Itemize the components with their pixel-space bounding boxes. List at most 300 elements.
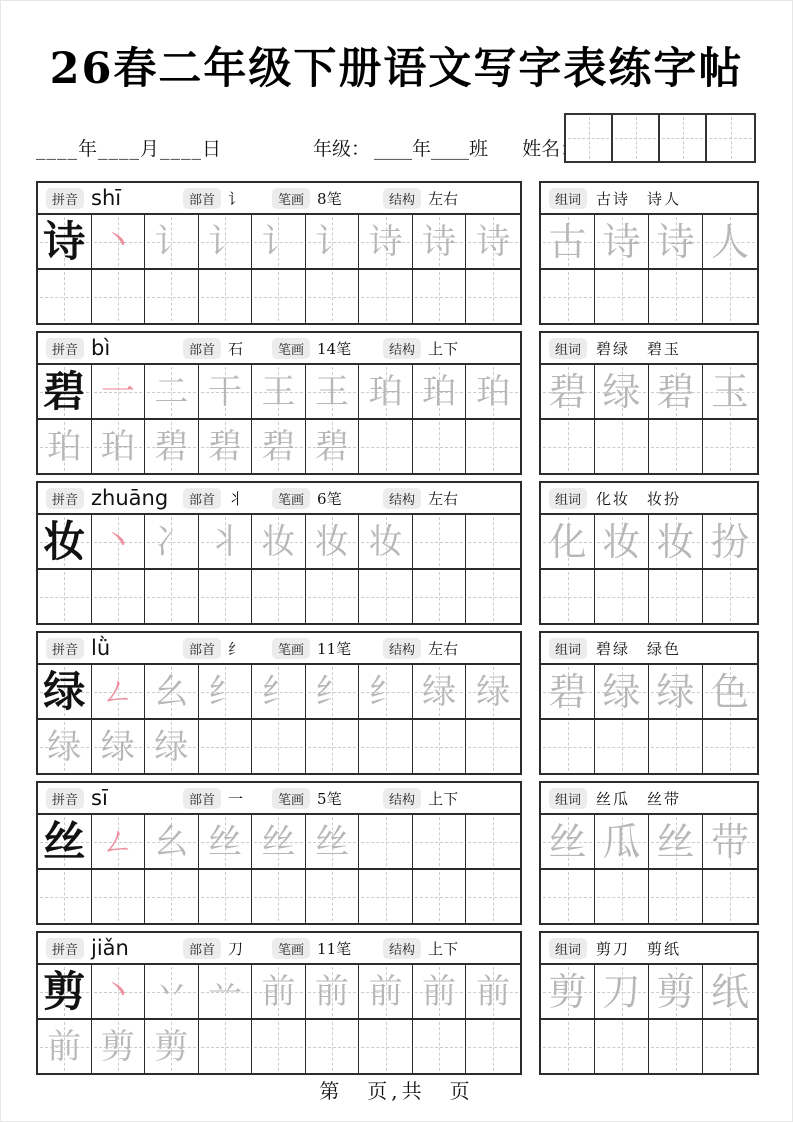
words-text: 化妆 妆扮: [596, 489, 682, 508]
stroke-step-cell: [92, 365, 146, 418]
practice-cell: [595, 720, 649, 773]
practice-cell: [145, 270, 199, 323]
stroke-step: 珀: [368, 371, 403, 412]
practice-cell: [466, 1020, 520, 1073]
stroke-step-cell: [145, 665, 199, 718]
radical-value: 石: [228, 339, 244, 358]
word-char-cell: [649, 215, 703, 268]
stroke-step: 诗: [476, 221, 511, 262]
stroke-step-cell: [252, 965, 306, 1018]
stroke-step: 珀: [100, 426, 135, 467]
stroke-step-cell: [199, 815, 253, 868]
pinyin-chip: 拼音: [46, 938, 84, 959]
structure-chip: 结构: [383, 938, 421, 959]
structure-value: 上下: [428, 789, 459, 808]
practice-cell: [703, 420, 757, 473]
word-char-cell: [541, 665, 595, 718]
stroke-step-cell: [145, 965, 199, 1018]
stroke-step-cell: [145, 215, 199, 268]
practice-cell: [413, 870, 467, 923]
practice-cell: [466, 570, 520, 623]
name-label: 姓名：: [522, 138, 580, 160]
structure-value: 左右: [428, 189, 459, 208]
practice-cell: [413, 420, 467, 473]
word-trace-char: 瓜: [602, 819, 641, 864]
word-char-cell: [649, 515, 703, 568]
radical-chip: 部首: [183, 488, 221, 509]
practice-cell: [541, 270, 595, 323]
grade-name-line: [313, 134, 583, 161]
main-character: 诗: [43, 216, 86, 266]
name-grid-cell: [566, 115, 613, 161]
stroke-step-cell: [413, 215, 467, 268]
stroke-order-row: [38, 365, 520, 420]
radical-value: 一: [228, 789, 244, 808]
stroke-step-cell: [145, 720, 199, 773]
stroke-step: 妆: [315, 521, 350, 562]
practice-row: [38, 870, 520, 923]
word-char-cell: [595, 365, 649, 418]
stroke-step: 诗: [422, 221, 457, 262]
stroke-step: 绿: [47, 726, 82, 767]
stroke-step-cell: [92, 965, 146, 1018]
practice-cell: [199, 1020, 253, 1073]
practice-block: [36, 331, 759, 475]
word-char-cell: [541, 215, 595, 268]
word-practice-row: [541, 720, 757, 773]
practice-cell: [306, 870, 360, 923]
stroke-step: 前: [422, 971, 457, 1012]
main-character: 碧: [43, 366, 86, 416]
words-chip: 组词: [549, 338, 587, 359]
stroke-step-cell: [359, 215, 413, 268]
practice-cell: [466, 815, 520, 868]
word-trace-row: [541, 665, 757, 720]
words-info-row: [541, 783, 757, 815]
practice-cell: [92, 570, 146, 623]
stroke-step: 绿: [154, 726, 189, 767]
name-grid-cell: [707, 115, 754, 161]
word-char-cell: [703, 665, 757, 718]
word-trace-char: 扮: [710, 519, 749, 564]
strokes-value: 11笔: [317, 939, 352, 958]
stroke-step: 二: [154, 371, 189, 412]
stroke-step-cell: [92, 515, 146, 568]
footer-page-info: 第 页,共 页: [319, 1079, 474, 1103]
stroke-step: ㄥ: [100, 671, 135, 712]
practice-block: [36, 181, 759, 325]
date-blanks: ____年____月____日: [36, 138, 223, 160]
stroke-step-cell: [306, 215, 360, 268]
practice-cell: [595, 570, 649, 623]
stroke-step-cell: [92, 215, 146, 268]
stroke-step-cell: [466, 965, 520, 1018]
practice-cell: [595, 870, 649, 923]
character-info-row: [38, 183, 520, 215]
stroke-step: 王: [261, 371, 296, 412]
practice-cell: [466, 515, 520, 568]
practice-cell: [145, 870, 199, 923]
main-character: 绿: [43, 666, 86, 716]
character-info-row: [38, 333, 520, 365]
practice-cell: [466, 270, 520, 323]
practice-cell: [199, 870, 253, 923]
practice-cell: [413, 720, 467, 773]
practice-cell: [703, 570, 757, 623]
stroke-step: 前: [368, 971, 403, 1012]
practice-cell: [649, 270, 703, 323]
practice-cell: [252, 270, 306, 323]
pinyin-chip: 拼音: [46, 188, 84, 209]
structure-chip: 结构: [383, 488, 421, 509]
word-trace-char: 丝: [656, 819, 695, 864]
main-character: 丝: [43, 816, 86, 866]
stroke-step-cell: [466, 665, 520, 718]
word-trace-char: 化: [548, 519, 587, 564]
main-character: 妆: [43, 516, 86, 566]
practice-cell: [359, 570, 413, 623]
strokes-value: 14笔: [317, 339, 352, 358]
structure-chip: 结构: [383, 788, 421, 809]
stroke-step: 丷: [154, 971, 189, 1012]
blocks: [36, 181, 759, 1075]
pinyin-value: lǜ: [91, 636, 111, 660]
stroke-step-cell: [252, 815, 306, 868]
stroke-step-cell: [145, 1020, 199, 1073]
radical-value: 纟: [228, 639, 244, 658]
stroke-step-cell: [145, 420, 199, 473]
stroke-order-row: [38, 665, 520, 720]
word-trace-char: 碧: [548, 369, 587, 414]
words-panel: [539, 331, 759, 475]
stroke-step: 丝: [315, 821, 350, 862]
word-trace-char: 刀: [602, 969, 641, 1014]
stroke-step-cell: [92, 720, 146, 773]
stroke-step: 纟: [368, 671, 403, 712]
words-info-row: [541, 633, 757, 665]
word-practice-row: [541, 1020, 757, 1073]
strokes-value: 5笔: [317, 789, 342, 808]
character-info-row: [38, 933, 520, 965]
word-char-cell: [541, 365, 595, 418]
main-character: 剪: [43, 966, 86, 1016]
practice-cell: [649, 570, 703, 623]
word-trace-char: 绿: [602, 369, 641, 414]
word-practice-row: [541, 870, 757, 923]
practice-cell: [703, 720, 757, 773]
structure-chip: 结构: [383, 338, 421, 359]
practice-cell: [541, 570, 595, 623]
pinyin-value: shī: [91, 186, 122, 210]
stroke-order-row: [38, 515, 520, 570]
stroke-step: 前: [47, 1026, 82, 1067]
words-info-row: [541, 483, 757, 515]
words-text: 丝瓜 丝带: [596, 789, 682, 808]
words-panel: [539, 181, 759, 325]
structure-value: 上下: [428, 339, 459, 358]
practice-cell: [252, 570, 306, 623]
character-panel: [36, 781, 522, 925]
word-trace-char: 妆: [602, 519, 641, 564]
stroke-step-cell: [306, 665, 360, 718]
pinyin-value: sī: [91, 786, 108, 810]
radical-chip: 部首: [183, 938, 221, 959]
stroke-step-cell: [199, 665, 253, 718]
word-char-cell: [595, 665, 649, 718]
stroke-step-cell: [359, 365, 413, 418]
character-info-row: [38, 783, 520, 815]
practice-cell: [466, 420, 520, 473]
character-panel: [36, 481, 522, 625]
radical-chip: 部首: [183, 638, 221, 659]
practice-cell: [466, 720, 520, 773]
practice-cell: [199, 720, 253, 773]
stroke-step-cell: [199, 365, 253, 418]
word-trace-char: 带: [710, 819, 749, 864]
main-char-cell: [38, 815, 92, 868]
stroke-step-cell: [199, 965, 253, 1018]
stroke-step: 丝: [261, 821, 296, 862]
stroke-step: 剪: [100, 1026, 135, 1067]
strokes-value: 6笔: [317, 489, 342, 508]
word-trace-char: 玉: [710, 369, 749, 414]
stroke-order-row: [38, 965, 520, 1020]
pinyin-value: jiǎn: [91, 936, 129, 960]
stroke-step-cell: [306, 420, 360, 473]
stroke-step: ㄥ: [100, 821, 135, 862]
word-char-cell: [595, 965, 649, 1018]
strokes-value: 11笔: [317, 639, 352, 658]
word-trace-char: 人: [710, 219, 749, 264]
words-chip: 组词: [549, 788, 587, 809]
name-grid-cell: [660, 115, 707, 161]
word-char-cell: [649, 815, 703, 868]
stroke-step: 绿: [476, 671, 511, 712]
words-panel: [539, 781, 759, 925]
radical-value: 讠: [228, 189, 244, 208]
stroke-step: 讠: [261, 221, 296, 262]
character-panel: [36, 631, 522, 775]
stroke-step: 丶: [100, 971, 135, 1012]
practice-row: [38, 1020, 520, 1073]
strokes-chip: 笔画: [272, 788, 310, 809]
word-char-cell: [541, 515, 595, 568]
practice-cell: [38, 270, 92, 323]
word-practice-row: [541, 570, 757, 623]
stroke-step-cell: [252, 515, 306, 568]
practice-cell: [649, 870, 703, 923]
word-char-cell: [649, 365, 703, 418]
radical-chip: 部首: [183, 788, 221, 809]
stroke-step-cell: [252, 215, 306, 268]
stroke-step-cell: [413, 665, 467, 718]
stroke-step-cell: [306, 515, 360, 568]
name-grid-cell: [613, 115, 660, 161]
main-char-cell: [38, 665, 92, 718]
word-char-cell: [595, 215, 649, 268]
main-char-cell: [38, 515, 92, 568]
word-char-cell: [595, 815, 649, 868]
practice-cell: [252, 1020, 306, 1073]
words-chip: 组词: [549, 938, 587, 959]
stroke-step: 碧: [315, 426, 350, 467]
word-trace-row: [541, 965, 757, 1020]
stroke-step-cell: [199, 515, 253, 568]
stroke-step-cell: [145, 815, 199, 868]
practice-cell: [595, 420, 649, 473]
stroke-step: 碧: [154, 426, 189, 467]
stroke-step-cell: [92, 815, 146, 868]
practice-cell: [306, 720, 360, 773]
word-trace-char: 古: [548, 219, 587, 264]
stroke-step: 碧: [207, 426, 242, 467]
stroke-step-cell: [466, 365, 520, 418]
stroke-order-row: [38, 815, 520, 870]
practice-row: [38, 720, 520, 773]
practice-cell: [703, 870, 757, 923]
word-char-cell: [541, 815, 595, 868]
practice-cell: [595, 270, 649, 323]
structure-chip: 结构: [383, 638, 421, 659]
stroke-step: 前: [261, 971, 296, 1012]
words-info-row: [541, 933, 757, 965]
words-text: 碧绿 碧玉: [596, 339, 682, 358]
stroke-step-cell: [252, 365, 306, 418]
practice-cell: [252, 870, 306, 923]
practice-cell: [649, 1020, 703, 1073]
word-char-cell: [703, 515, 757, 568]
practice-cell: [359, 870, 413, 923]
word-practice-row: [541, 420, 757, 473]
stroke-step: 冫: [154, 521, 189, 562]
pinyin-chip: 拼音: [46, 788, 84, 809]
stroke-step-cell: [306, 815, 360, 868]
pinyin-chip: 拼音: [46, 338, 84, 359]
stroke-step: 幺: [154, 671, 189, 712]
word-trace-char: 碧: [656, 369, 695, 414]
word-char-cell: [703, 365, 757, 418]
word-trace-char: 诗: [602, 219, 641, 264]
word-trace-char: 绿: [656, 669, 695, 714]
grade-blanks: ____年____班: [374, 138, 489, 160]
practice-cell: [413, 270, 467, 323]
strokes-chip: 笔画: [272, 488, 310, 509]
words-text: 剪刀 剪纸: [596, 939, 682, 958]
words-info-row: [541, 183, 757, 215]
word-trace-row: [541, 815, 757, 870]
stroke-step-cell: [38, 420, 92, 473]
stroke-step-cell: [145, 515, 199, 568]
grade-label: 年级：: [313, 138, 371, 160]
stroke-step: 诗: [368, 221, 403, 262]
stroke-step: 前: [315, 971, 350, 1012]
stroke-step: 纟: [207, 671, 242, 712]
stroke-step-cell: [413, 365, 467, 418]
stroke-step: 绿: [422, 671, 457, 712]
strokes-chip: 笔画: [272, 638, 310, 659]
practice-cell: [649, 420, 703, 473]
words-chip: 组词: [549, 488, 587, 509]
stroke-step: 妆: [368, 521, 403, 562]
stroke-step: 珀: [476, 371, 511, 412]
practice-cell: [252, 720, 306, 773]
stroke-step: 丶: [100, 221, 135, 262]
practice-cell: [466, 870, 520, 923]
practice-cell: [541, 420, 595, 473]
stroke-step-cell: [252, 665, 306, 718]
practice-cell: [92, 270, 146, 323]
character-panel: [36, 181, 522, 325]
practice-cell: [306, 1020, 360, 1073]
character-info-row: [38, 633, 520, 665]
word-char-cell: [541, 965, 595, 1018]
stroke-step: 讠: [207, 221, 242, 262]
stroke-step: 珀: [47, 426, 82, 467]
practice-cell: [649, 720, 703, 773]
words-chip: 组词: [549, 638, 587, 659]
radical-value: 丬: [228, 489, 244, 508]
stroke-step-cell: [359, 665, 413, 718]
stroke-step-cell: [199, 420, 253, 473]
radical-value: 刀: [228, 939, 244, 958]
practice-cell: [359, 420, 413, 473]
practice-block: [36, 481, 759, 625]
structure-chip: 结构: [383, 188, 421, 209]
stroke-step: 䒑: [207, 971, 242, 1012]
word-trace-char: 丝: [548, 819, 587, 864]
main-char-cell: [38, 365, 92, 418]
stroke-step: 珀: [422, 371, 457, 412]
structure-value: 左右: [428, 489, 459, 508]
words-info-row: [541, 333, 757, 365]
strokes-chip: 笔画: [272, 938, 310, 959]
practice-block: [36, 781, 759, 925]
main-char-cell: [38, 965, 92, 1018]
stroke-step-cell: [359, 515, 413, 568]
pinyin-value: zhuāng: [91, 486, 169, 510]
page-title: 26春二年级下册语文写字表练字帖: [49, 44, 744, 94]
stroke-step-cell: [466, 215, 520, 268]
word-practice-row: [541, 270, 757, 323]
radical-chip: 部首: [183, 188, 221, 209]
stroke-step: 王: [315, 371, 350, 412]
practice-row: [38, 570, 520, 623]
words-panel: [539, 481, 759, 625]
strokes-value: 8笔: [317, 189, 342, 208]
word-trace-char: 剪: [548, 969, 587, 1014]
practice-cell: [413, 570, 467, 623]
character-panel: [36, 331, 522, 475]
practice-cell: [541, 870, 595, 923]
practice-cell: [359, 815, 413, 868]
word-char-cell: [649, 965, 703, 1018]
word-char-cell: [703, 215, 757, 268]
main-char-cell: [38, 215, 92, 268]
stroke-step-cell: [145, 365, 199, 418]
stroke-step: 绿: [100, 726, 135, 767]
word-trace-char: 碧: [548, 669, 587, 714]
stroke-step: 纟: [261, 671, 296, 712]
practice-cell: [359, 720, 413, 773]
stroke-step-cell: [306, 965, 360, 1018]
stroke-step-cell: [306, 365, 360, 418]
practice-block: [36, 631, 759, 775]
stroke-step-cell: [92, 420, 146, 473]
name-grid: [564, 113, 756, 163]
stroke-step-cell: [252, 420, 306, 473]
practice-block: [36, 931, 759, 1075]
word-char-cell: [703, 815, 757, 868]
